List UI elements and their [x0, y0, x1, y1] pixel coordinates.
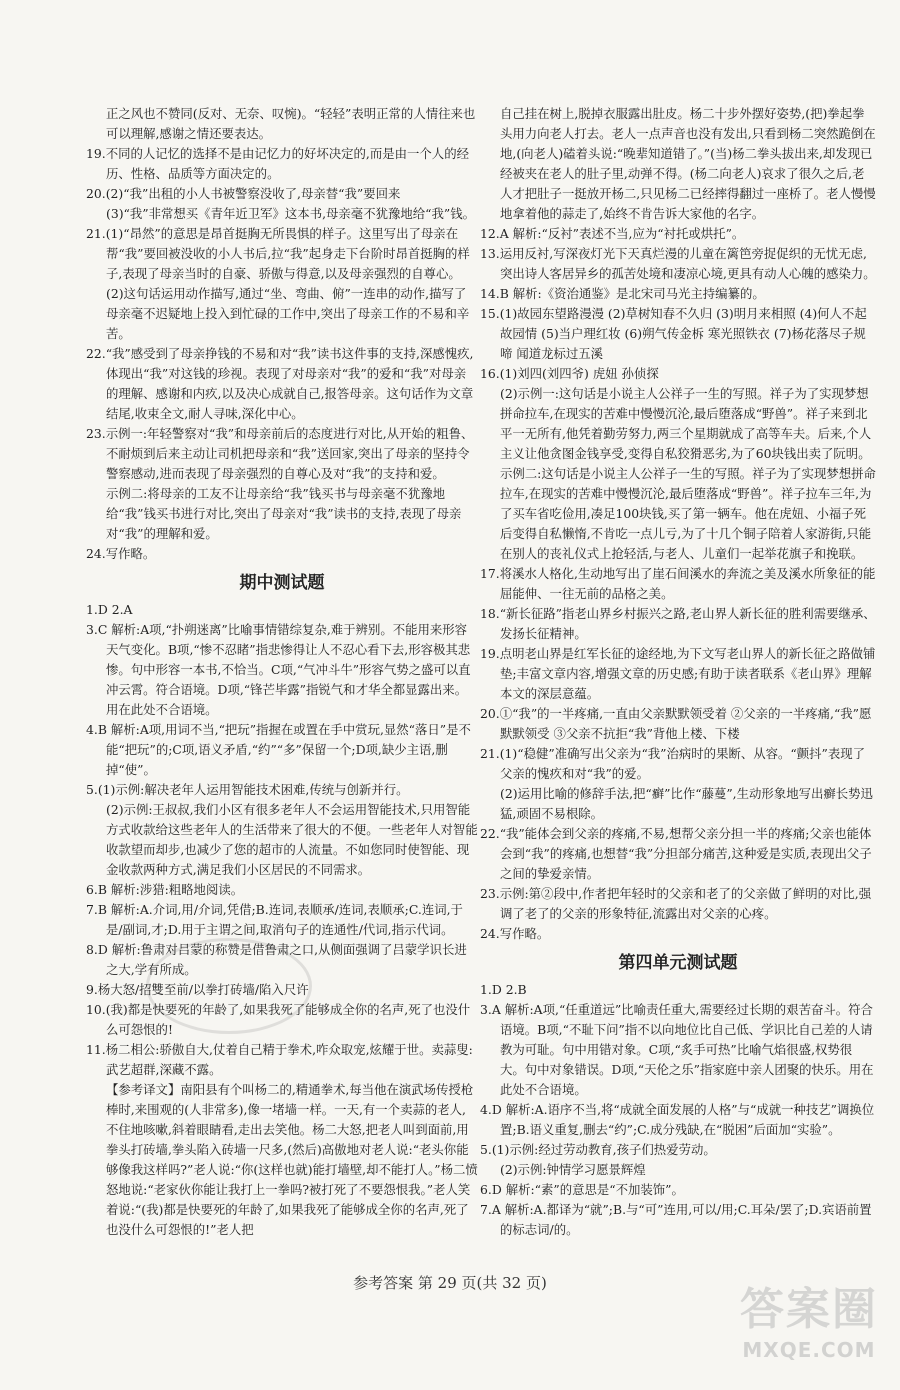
- answer-item: 8.D 解析:鲁肃对吕蒙的称赞是借鲁肃之口,从侧面强调了吕蒙学识长进之大,学有所成。: [86, 942, 467, 977]
- answer-item: 1.D 2.A: [86, 602, 133, 617]
- section-heading: 期中测试题: [239, 573, 325, 593]
- answer-paragraph: (2)这句话运用动作描写,通过“坐、弯曲、俯”一连串的动作,描写了母亲毫不迟疑地上投入到忙碌的工作中,突出了母亲工作的不易和辛苦。: [106, 286, 470, 341]
- answer-item: 7.B 解析:A.介词,用/介词,凭借;B.连词,表顺承/连词,表顺承;C.连词,于是/副词,才;D.用于主谓之间,取消句子的连通性/代词,指示代词。: [86, 902, 463, 937]
- section-heading: 第四单元测试题: [618, 953, 738, 973]
- page-footer: 参考答案 第 29 页(共 32 页): [353, 1274, 547, 1292]
- answer-paragraph: (2)运用比喻的修辞手法,把“癣”比作“藤蔓”,生动形象地写出癣长势迅猛,顽固不易根除。: [500, 786, 873, 821]
- answer-item: 17.将溪水人格化,生动地写出了崖石间溪水的奔流之美及溪水所象征的能屈能伸、一往无前的品格之美。: [480, 566, 876, 601]
- answer-item: 5.(1)示例:解决老年人运用智能技术困难,传统与创新并行。: [86, 782, 409, 797]
- answer-paragraph: 自己挂在树上,脱掉衣服露出肚皮。杨二十步外摆好姿势,(把)拳起拳头用力向老人打去。老人一点声音也没有发出,只看到杨二突然跪倒在地,(向老人)磕着头说:“晚辈知道错了。”(当)杨二拳头拔出来,却发现已经被夹在老人的肚子里,动弹不得。(杨二向老人)哀求了很久之后,老人才把肚子一挺放开杨二,只见杨二已经摔得翻过一座桥了。老人慢慢地拿着他的蒜走了,始终不肯告诉大家他的名字。: [500, 106, 876, 221]
- answer-item: 21.(1)“昂然”的意思是昂首挺胸无所畏惧的样子。这里写出了母亲在帮“我”要回被没收的小人书后,拉“我”起身走下台阶时昂首挺胸的样子,表现了母亲当时的自豪、骄傲与得意,以及母亲强烈的自尊心。: [86, 226, 470, 281]
- answer-item: 20.(2)“我”出租的小人书被警察没收了,母亲替“我”要回来: [86, 186, 401, 201]
- answer-paragraph: (2)示例:钟情学习愿景辉煌: [500, 1162, 646, 1177]
- answer-item: 3.C 解析:A项,“扑朔迷离”比喻事情错综复杂,难于辨别。不能用来形容天气变化。B项,“惨不忍睹”指悲惨得让人不忍心看下去,形容极其悲惨。句中形容一本书,不恰当。C项,“气冲斗牛”形容气势之盛可以直冲云霄。符合语境。D项,“锋芒毕露”指锐气和才华全都显露出来。用在此处不合语境。: [86, 622, 471, 717]
- watermark-url: MXQE.COM: [742, 1338, 876, 1362]
- answer-item: 19.点明老山界是红军长征的途经地,为下文写老山界人的新长征之路做铺垫;丰富文章内容,增强文章的历史感;有助于读者联系《老山界》理解本文的深层意蕴。: [480, 646, 876, 701]
- answer-item: 14.B 解析:《资治通鉴》是北宋司马光主持编纂的。: [480, 286, 765, 301]
- answer-paragraph: (2)示例一:这句话是小说主人公祥子一生的写照。祥子为了实现梦想拼命拉车,在现实的苦难中慢慢沉沦,最后堕落成“野兽”。祥子来到北平一无所有,他凭着勤劳努力,两三个星期就成了高等车夫。后来,个人主义让他贪图金钱享受,变得自私狡猾恶劣,为了60块钱出卖了阮明。: [500, 386, 872, 461]
- answer-paragraph: 示例二:将母亲的工友不让母亲给“我”钱买书与母亲毫不犹豫地给“我”钱买书进行对比,突出了母亲对“我”读书的支持,表现了母亲对“我”的理解和爱。: [106, 486, 462, 541]
- answer-item: 12.A 解析:“反衬”表述不当,应为“衬托或烘托”。: [480, 226, 745, 241]
- answer-item: 3.A 解析:A项,“任重道远”比喻责任重大,需要经过长期的艰苦奋斗。符合语境。B项,“不耻下问”指不以向地位比自己低、学识比自己差的人请教为可耻。句中用错对象。C项,“炙手可热”比喻气焰很盛,权势很大。句中对象错误。D项,“天伦之乐”指家庭中亲人团聚的快乐。用在此处不合语境。: [480, 1002, 874, 1097]
- answer-item: 16.(1)刘四(刘四爷) 虎妞 孙侦探: [480, 366, 659, 381]
- site-watermark: [734, 1282, 884, 1390]
- answer-item: 21.(1)“稳健”准确写出父亲为“我”治病时的果断、从容。“颤抖”表现了父亲的愧疚和对“我”的爱。: [480, 746, 866, 781]
- answer-item: 15.(1)故园东望路漫漫 (2)草树知春不久归 (3)明月来相照 (4)何人不起故园情 (5)当户理红妆 (6)朔气传金柝 寒光照铁衣 (7)杨花落尽子规啼 闻道龙标过五溪: [480, 306, 867, 361]
- answer-item: 11.杨二相公:骄傲自大,仗着自己精于拳术,咋众取宠,炫耀于世。卖蒜叟:武艺超群,深藏不露。: [86, 1042, 473, 1077]
- answer-item: 4.D 解析:A.语序不当,将“成就全面发展的人格”与“成就一种技艺”调换位置;B.语义重复,删去“约”;C.成分残缺,在“脱困”后面加“实验”。: [480, 1102, 875, 1137]
- answer-item: 24.写作略。: [86, 546, 156, 561]
- answer-item: 13.运用反衬,写深夜灯光下天真烂漫的儿童在篱笆旁捉促织的无忧无虑,突出诗人客居异乡的孤苦处境和凄凉心境,更具有动人心魄的感染力。: [480, 246, 876, 281]
- answer-item: 24.写作略。: [480, 926, 550, 941]
- answer-item: 22.“我”感受到了母亲挣钱的不易和对“我”读书这件事的支持,深感愧疚,体现出“我”对这钱的珍视。表现了对母亲对“我”的爱和“我”对母亲的理解、感谢和内疚,以及决心成就自己,报答母亲。这句话作为文章结尾,收束全文,耐人寻味,深化中心。: [86, 346, 474, 421]
- answer-paragraph: (3)“我”非常想买《青年近卫军》这本书,母亲毫不犹豫地给“我”钱。: [106, 206, 475, 221]
- answer-item: 18.“新长征路”指老山界乡村振兴之路,老山界人新长征的胜利需要继承、发扬长征精神。: [480, 606, 876, 641]
- answer-paragraph: 示例二:这句话是小说主人公祥子一生的写照。祥子为了实现梦想拼命拉车,在现实的苦难中慢慢沉沦,最后堕落成“野兽”。祥子拉车三年,为了买车省吃俭用,凑足100块钱,买了第一辆车。他在虎妞、小福子死后变得自私懒惰,不肯吃一点儿亏,为了十几个铜子陪着人家游街,只能在别人的丧礼仪式上抢轻活,与老人、儿童们一起举花旗子和挽联。: [500, 466, 876, 561]
- answer-paragraph: 【参考译文】南阳县有个叫杨二的,精通拳术,每当他在演武场传授枪棒时,来围观的(人非常多),像一堵墙一样。一天,有一个卖蒜的老人,不住地咳嗽,斜着眼睛看,走出去笑他。杨二大怒,把老人叫到面前,用拳头打砖墙,拳头陷入砖墙一尺多,(然后)高傲地对老人说:“老头你能够像我这样吗?”老人说:“你(这样也就)能打墙壁,却不能打人。”杨二愤怒地说:“老家伙你能让我打上一拳吗?被打死了不要怨恨我。”老人笑着说:“(我)都是快要死的年龄了,如果我死了能够成全你的名声,死了也没什么可怨恨的!”老人把: [106, 1082, 478, 1237]
- left-column: [86, 104, 478, 1240]
- answer-item: 22.“我”能体会到父亲的疼痛,不易,想帮父亲分担一半的疼痛;父亲也能体会到“我”的疼痛,也想替“我”分担部分痛苦,这种爱是实质,表现出父子之间的挚爱亲情。: [480, 826, 872, 881]
- answer-item: 6.B 解析:涉猎:粗略地阅读。: [86, 882, 244, 897]
- answer-item: 9.杨大怒/招雙至前/以拳打砖墙/陷入尺许: [86, 982, 309, 997]
- answer-item: 10.(我)都是快要死的年龄了,如果我死了能够成全你的名声,死了也没什么可怨恨的!: [86, 1002, 471, 1037]
- answer-item: 4.B 解析:A项,用词不当,“把玩”指握在或置在手中赏玩,显然“落日”是不能“把玩”的;C项,语义矛盾,“约”“多”保留一个;D项,缺少主语,删掉“使”。: [86, 722, 471, 777]
- watermark-logo-text: 答案圈: [740, 1284, 878, 1335]
- answer-item: 7.A 解析:A.都译为“就”;B.与“可”连用,可以/用;C.耳朵/罢了;D.宾语前置的标志词/的。: [480, 1202, 872, 1237]
- answer-paragraph: (2)示例:王叔叔,我们小区有很多老年人不会运用智能技术,只用智能方式收款给这些老年人的生活带来了很大的不便。一些老年人对智能收款望而却步,也减少了您的超市的人流量。不如您同时使智能、现金收款两种方式,满足我们小区居民的不同需求。: [106, 802, 478, 877]
- answer-item: 23.示例一:年轻警察对“我”和母亲前后的态度进行对比,从开始的粗鲁、不耐烦到后来主动让司机把母亲和“我”送回家,突出了母亲的坚持令警察感动,进而表现了母亲强烈的自尊心及对“我”的支持和爱。: [86, 426, 474, 481]
- answer-item: 23.示例:第②段中,作者把年轻时的父亲和老了的父亲做了鲜明的对比,强调了老了的父亲的形象特征,流露出对父亲的心疼。: [480, 886, 872, 921]
- right-column: [480, 104, 876, 1240]
- answer-paragraph: 正之风也不赞同(反对、无奈、叹惋)。“轻轻”表明正常的人情往来也可以理解,感谢之情还要表达。: [106, 106, 476, 141]
- answer-item: 1.D 2.B: [480, 982, 527, 997]
- answer-item: 20.①“我”的一半疼痛,一直由父亲默默领受着 ②父亲的一半疼痛,“我”愿默默领受 ③父亲不抗拒“我”背他上楼、下楼: [480, 706, 872, 741]
- answer-item: 6.D 解析:“素”的意思是“不加装饰”。: [480, 1182, 684, 1197]
- answer-item: 19.不同的人记忆的选择不是由记忆力的好坏决定的,而是由一个人的经历、性格、品质等方面决定的。: [86, 146, 469, 181]
- answer-item: 5.(1)示例:经过劳动教育,孩子们热爱劳动。: [480, 1142, 716, 1157]
